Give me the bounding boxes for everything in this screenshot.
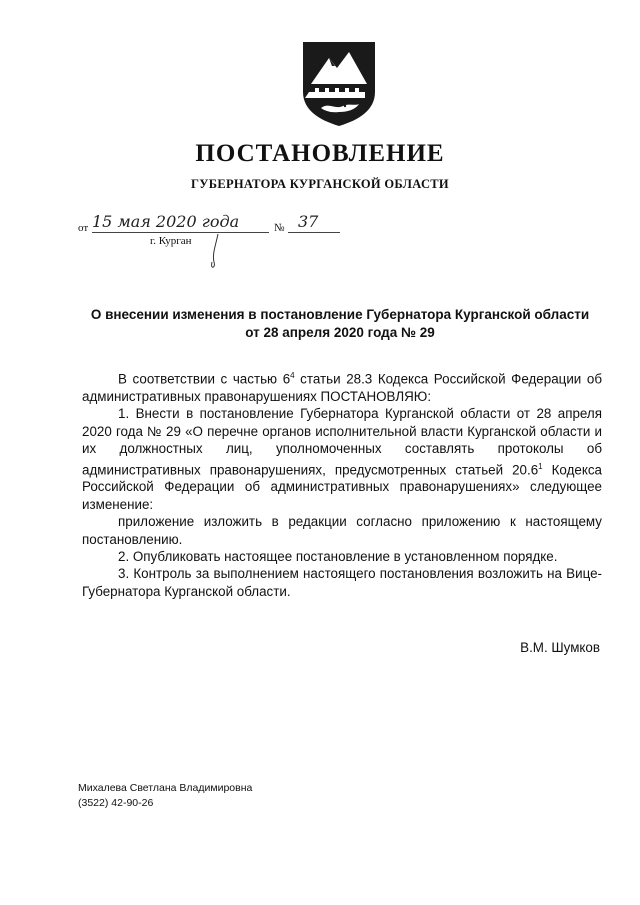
paragraph-3: приложение изложить в редакции согласно приложению к настоящему постановлению. bbox=[82, 514, 602, 547]
number-prefix: № bbox=[274, 222, 285, 234]
date-prefix: от bbox=[78, 222, 89, 234]
number-underline bbox=[288, 232, 340, 233]
contact-block bbox=[78, 781, 252, 811]
contact-name: Михалева Светлана Владимировна bbox=[78, 782, 253, 794]
handwritten-date: 15 мая 2020 года bbox=[92, 212, 240, 231]
kurgan-coat-of-arms-icon bbox=[299, 40, 379, 128]
document-title: ПОСТАНОВЛЕНИЕ bbox=[195, 140, 445, 167]
date-underline bbox=[92, 232, 269, 233]
paragraph-2: 1. Внести в постановление Губернатора Курганской области от 28 апреля 2020 года № 29 «О перечне органов исполнительной власти Курганской области и их должностных лиц, уполномоченных составлять протоколы об административных правонарушениях, предусмотренных статьей 20.6$^1$ Кодекса Российской Федерации об административных правонарушениях» следующее изменение: bbox=[82, 406, 602, 512]
paragraph-4: 2. Опубликовать настоящее постановление в установленном порядке. bbox=[118, 549, 558, 564]
city-label: г. Курган bbox=[150, 235, 192, 247]
contact-phone: (3522) 42-90-26 bbox=[78, 797, 154, 809]
document-heading-line1: О внесении изменения в постановление Губернатора Курганской области bbox=[90, 307, 590, 322]
document-body bbox=[82, 367, 602, 600]
signature-stroke-icon bbox=[208, 232, 222, 272]
paragraph-5: 3. Контроль за выполнением настоящего постановления возложить на Вице-Губернатора Курганской области. bbox=[82, 566, 602, 599]
document-heading-line2: от 28 апреля 2020 года № 29 bbox=[245, 325, 435, 340]
paragraph-1: В соответствии с частью $6^4$ статьи 28.3 Кодекса Российской Федерации об административных правонарушениях ПОСТАНОВЛЯЮ: bbox=[82, 371, 602, 404]
document-heading bbox=[60, 306, 620, 342]
document-subtitle: ГУБЕРНАТОРА КУРГАНСКОЙ ОБЛАСТИ bbox=[191, 177, 449, 191]
signature-name: В.М. Шумков bbox=[520, 640, 600, 655]
handwritten-number: 37 bbox=[298, 212, 319, 231]
